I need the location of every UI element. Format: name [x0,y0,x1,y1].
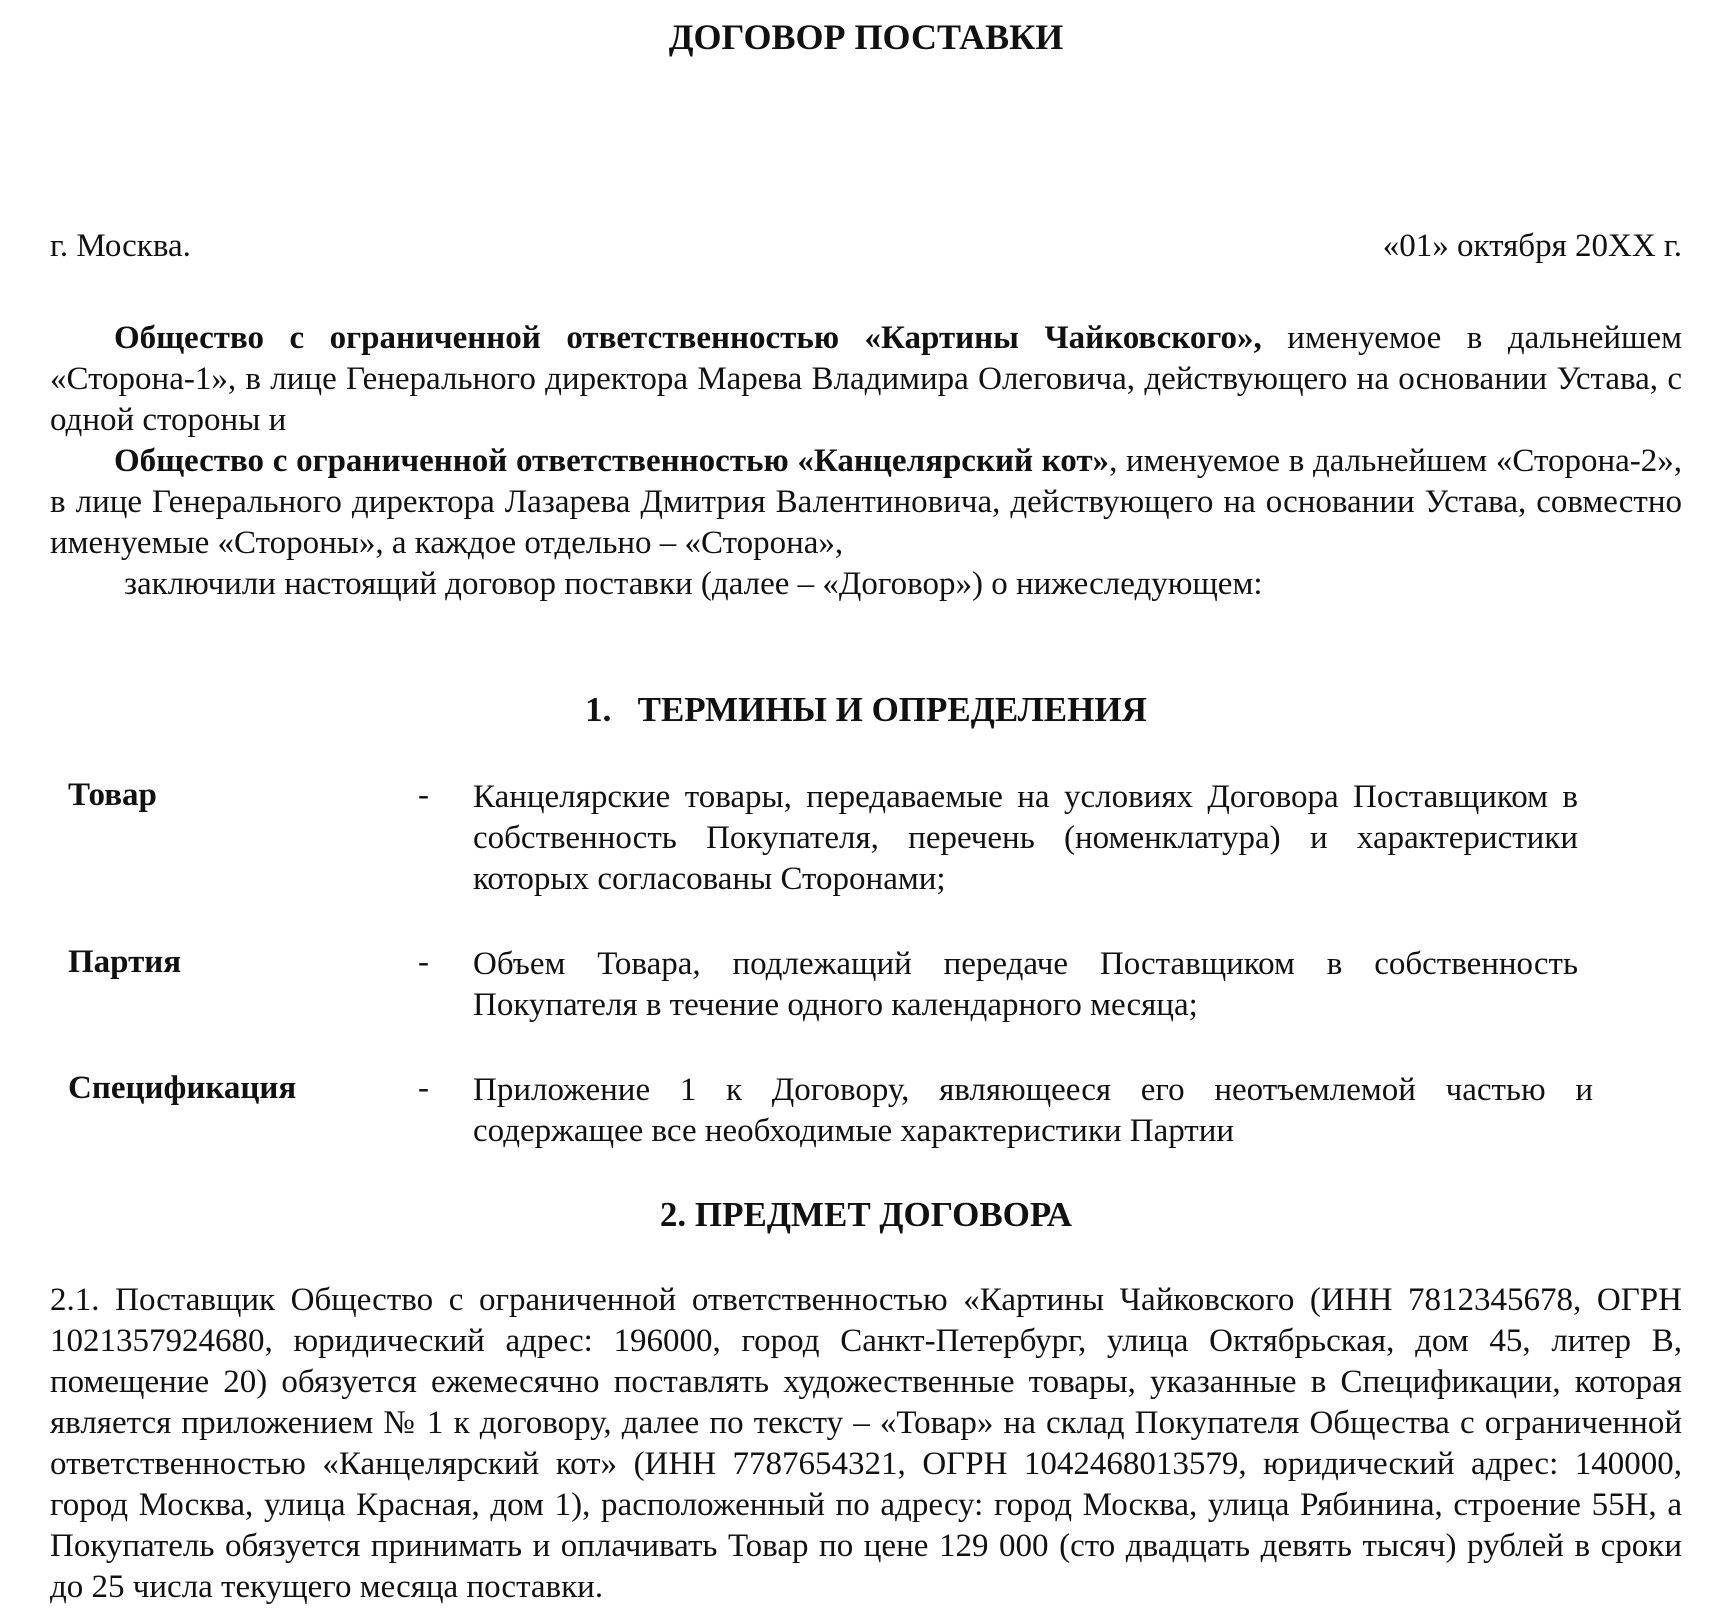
term-dash: - [418,1070,429,1106]
document-date: «01» октября 20ХХ г. [1382,228,1682,264]
term-name: Партия [68,944,182,980]
party-1-name: Общество с ограниченной ответственностью «Картины Чайковского», [114,320,1262,356]
document-title: ДОГОВОР ПОСТАВКИ [668,17,1064,57]
section-1-heading: ТЕРМИНЫ И ОПРЕДЕЛЕНИЯ [637,690,1147,729]
party-1-text: именуемое в дальнейшем «Сторона-1», в лице Генерального директора Марева Владимира Олеговича, действующего на основании Устава, с одной стороны и [50,320,1682,438]
preamble-party-2 [50,441,1682,564]
term-definition: Канцелярские товары, передаваемые на условиях Договора Поставщиком в собственность Покупателя, перечень (номенклатура) и характеристики которых согласованы Сторонами; [473,779,1578,897]
section-1-title [50,690,1682,730]
party-2-text: , именуемое в дальнейшем «Сторона-2», в лице Генерального директора Лазарева Дмитрия Валентиновича, действующего на основании Устава, совместно именуемые «Стороны», а каждое отдельно – «Сторона», [50,443,1682,561]
section-2-title: 2. ПРЕДМЕТ ДОГОВОРА [659,1195,1073,1234]
term-name: Спецификация [68,1070,297,1106]
clause-2-1: 2.1. Поставщик Общество с ограниченной ответственностью «Картины Чайковского (ИНН 7812345678, ОГРН 1021357924680, юридический адрес: 196000, город Санкт-Петербург, улица Октябрьская, дом 45, литер В, помещение 20) обязуется ежемесячно поставлять художественные товары, указанные в Спецификации, которая является приложением № 1 к договору, далее по тексту – «Товар» на склад Покупателя Общества с ограниченной ответственностью «Канцелярский кот» (ИНН 7787654321, ОГРН 1042468013579, юридический адрес: 140000, город Москва, улица Красная, дом 1), расположенный по адресу: город Москва, улица Рябинина, строение 55Н, а Покупатель обязуется принимать и оплачивать Товар по цене 129 000 (сто двадцать девять тысяч) рублей в сроки до 25 числа текущего месяца поставки. [50,1282,1682,1605]
party-2-name: Общество с ограниченной ответственностью «Канцелярский кот» [114,443,1110,479]
term-definition: Объем Товара, подлежащий передаче Поставщиком в собственность Покупателя в течение одного календарного месяца; [473,946,1578,1023]
preamble-closing: заключили настоящий договор поставки (далее – «Договор») о нижеследующем: [124,566,1263,602]
preamble-party-1 [50,318,1682,441]
term-name: Товар [68,777,157,813]
term-dash: - [418,944,429,980]
term-dash: - [418,777,429,813]
section-1-number: 1. [585,690,612,729]
term-definition: Приложение 1 к Договору, являющееся его неотъемлемой частью и содержащее все необходимые характеристики Партии [473,1072,1593,1149]
document-city: г. Москва. [50,228,191,264]
